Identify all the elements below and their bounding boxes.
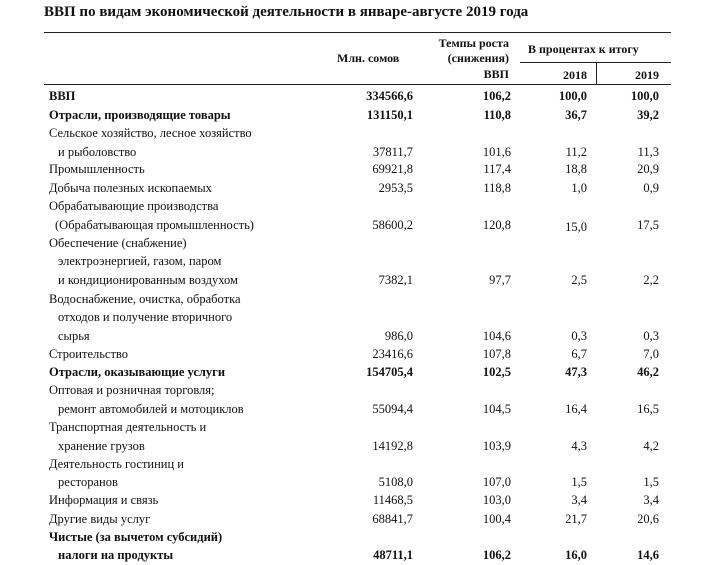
value-share-2018: 16,4 [565,402,587,416]
value-growth-rate: 110,8 [483,108,511,122]
indicator-label: Обеспечение (снабжение) [49,236,187,250]
value-mln-soms: 58600,2 [372,218,413,232]
indicator-label: хранение грузов [58,439,145,453]
indicator-label: Обрабатывающие производства [49,199,219,213]
value-growth-rate: 101,6 [482,145,511,159]
value-share-2018: 1,5 [571,475,587,489]
value-growth-rate: 118,8 [483,181,511,195]
header-growth-line3: ВВП [483,67,509,81]
header-percent-of-total: В процентах к итогу [528,42,639,56]
indicator-label: Водоснабжение, очистка, обработка [49,292,241,306]
value-growth-rate: 102,5 [482,365,511,379]
indicator-label: Транспортная деятельность и [49,420,207,434]
value-share-2019: 4,2 [643,439,659,453]
value-mln-soms: 5108,0 [378,475,413,489]
header-mln-soms: Млн. сомов [337,51,400,65]
value-growth-rate: 97,7 [489,273,511,287]
indicator-label: Другие виды услуг [49,512,151,526]
value-share-2019: 100,0 [630,89,659,103]
indicator-label: Чистые (за вычетом субсидий) [49,530,223,544]
value-share-2018: 18,8 [565,162,587,176]
indicator-label: ВВП [49,89,76,103]
value-share-2018: 0,3 [571,329,587,343]
value-share-2018: 11,2 [565,145,587,159]
value-share-2018: 1,0 [571,181,587,195]
value-share-2018: 36,7 [565,108,587,122]
indicator-label: Отрасли, оказывающие услуги [49,365,226,379]
value-mln-soms: 131150,1 [366,108,413,122]
indicator-label: сырья [58,329,90,343]
value-share-2018: 4,3 [571,439,587,453]
value-share-2019: 0,3 [643,329,659,343]
indicator-label: налоги на продукты [58,548,174,562]
indicator-label: электроэнергией, газом, паром [58,254,222,268]
value-share-2018: 100,0 [558,89,587,103]
value-share-2019: 46,2 [637,365,659,379]
header-growth-line2: (снижения) [447,51,509,65]
value-share-2019: 20,9 [637,162,659,176]
value-share-2019: 14,6 [637,548,659,562]
header-growth-line1: Темпы роста [438,36,509,50]
value-share-2019: 7,0 [643,347,659,361]
value-mln-soms: 334566,6 [366,89,413,103]
value-mln-soms: 23416,6 [372,347,413,361]
indicator-label: Деятельность гостиниц и [49,457,184,471]
value-growth-rate: 117,4 [483,162,511,176]
value-mln-soms: 154705,4 [366,365,413,379]
year-divider [596,62,597,84]
value-share-2019: 1,5 [643,475,659,489]
value-growth-rate: 107,0 [482,475,511,489]
value-mln-soms: 986,0 [384,329,413,343]
header-year-2018: 2018 [563,68,587,82]
value-growth-rate: 120,8 [482,218,511,232]
indicator-label: Промышленность [49,162,145,176]
value-mln-soms: 69921,8 [372,162,413,176]
value-share-2019: 3,4 [643,493,659,507]
value-growth-rate: 103,9 [482,439,511,453]
value-growth-rate: 104,5 [482,402,511,416]
value-share-2019: 11,3 [637,145,659,159]
indicator-label: отходов и получение вторичного [58,310,233,324]
indicator-label: Сельское хозяйство, лесное хозяйство [49,126,252,140]
value-mln-soms: 2953,5 [378,181,413,195]
value-share-2019: 39,2 [637,108,659,122]
indicator-label: (Обрабатывающая промышленность) [55,218,254,232]
indicator-label: ремонт автомобилей и мотоциклов [58,402,244,416]
value-share-2019: 17,5 [637,218,659,232]
header-bottom-rule [44,84,671,85]
indicator-label: и кондиционированным воздухом [58,273,238,287]
value-mln-soms: 11468,5 [372,493,413,507]
value-mln-soms: 37811,7 [372,145,413,159]
value-mln-soms: 68841,7 [372,512,413,526]
value-growth-rate: 106,2 [482,548,511,562]
value-share-2018: 2,5 [571,273,587,287]
value-share-2018: 15,0 [565,220,587,234]
value-share-2018: 21,7 [565,512,587,526]
value-share-2019: 0,9 [643,181,659,195]
value-share-2019: 20,6 [637,512,659,526]
value-growth-rate: 104,6 [482,329,511,343]
value-growth-rate: 103,0 [482,493,511,507]
value-share-2019: 16,5 [637,402,659,416]
indicator-label: Добыча полезных ископаемых [49,181,212,195]
value-mln-soms: 7382,1 [378,273,413,287]
header-year-2019: 2019 [635,68,659,82]
page-title: ВВП по видам экономической деятельности в январе-августе 2019 года [44,4,529,20]
indicator-label: Отрасли, производящие товары [49,108,231,122]
value-share-2018: 16,0 [565,548,587,562]
indicator-label: и рыболовство [58,145,137,159]
value-mln-soms: 55094,4 [372,402,413,416]
value-share-2018: 47,3 [565,365,587,379]
value-mln-soms: 48711,1 [373,548,413,562]
header-top-rule [44,32,671,33]
value-share-2018: 3,4 [571,493,587,507]
indicator-label: Строительство [49,347,129,361]
value-share-2019: 2,2 [643,273,659,287]
indicator-label: Информация и связь [49,493,159,507]
value-growth-rate: 107,8 [482,347,511,361]
value-share-2018: 6,7 [571,347,587,361]
indicator-label: ресторанов [58,475,118,489]
value-mln-soms: 14192,8 [372,439,413,453]
value-growth-rate: 106,2 [482,89,511,103]
indicator-label: Оптовая и розничная торговля; [49,383,215,397]
value-growth-rate: 100,4 [482,512,511,526]
